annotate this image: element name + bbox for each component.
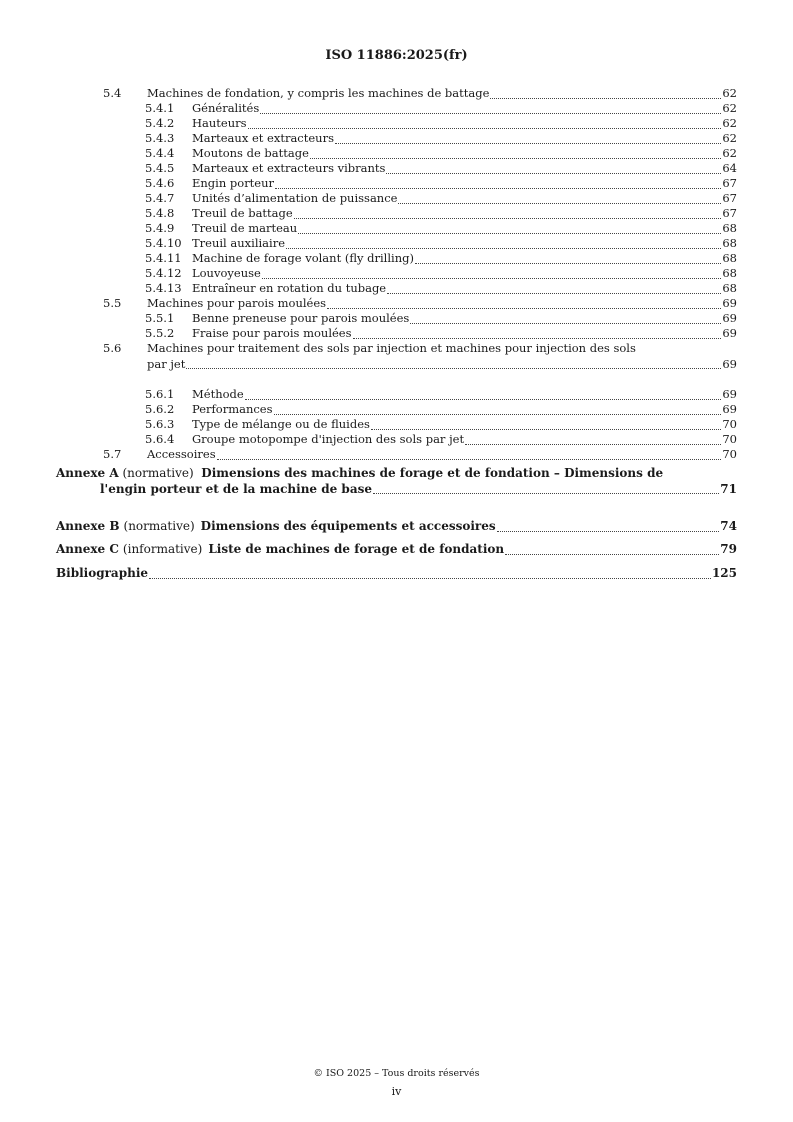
toc-title: Accessoires — [147, 447, 216, 461]
toc-leader — [371, 426, 721, 430]
toc-entry-5-4-9[interactable] — [145, 221, 737, 237]
annex-label: Annexe A — [56, 466, 119, 480]
toc-number: 5.4.11 — [145, 251, 182, 265]
toc-title: Engin porteur — [192, 176, 275, 190]
toc-entry-annex-c[interactable] — [56, 542, 737, 558]
toc-leader — [260, 110, 721, 114]
copyright-footer: © ISO 2025 – Tous droits réservés — [313, 1068, 480, 1079]
toc-entry-5-4-1[interactable] — [145, 101, 737, 117]
toc-title-line1: Machines pour traitement des sols par injection et machines pour injection des sols — [147, 341, 636, 355]
toc-number: 5.5 — [103, 296, 122, 310]
toc-title: Machines de fondation, y compris les machines de battage — [147, 86, 490, 100]
toc-leader — [410, 320, 721, 324]
toc-number: 5.4.1 — [145, 101, 175, 115]
toc-page: 70 — [722, 447, 737, 461]
toc-entry-5-4-3[interactable] — [145, 131, 737, 147]
toc-leader — [327, 305, 721, 309]
toc-entry-5-4-8[interactable] — [145, 206, 737, 222]
toc-title: Louvoyeuse — [192, 266, 261, 280]
toc-page: 62 — [722, 101, 737, 115]
toc-title: Treuil de marteau — [192, 221, 298, 235]
toc-number: 5.5.1 — [145, 311, 175, 325]
toc-page: 69 — [722, 402, 737, 416]
toc-number: 5.4.7 — [145, 191, 175, 205]
toc-title: Moutons de battage — [192, 146, 309, 160]
toc-page: 67 — [722, 191, 737, 205]
toc-leader — [387, 290, 721, 294]
toc-title: Benne preneuse pour parois moulées — [192, 311, 410, 325]
toc-number: 5.4.8 — [145, 206, 175, 220]
toc-entry-5-6-4[interactable] — [145, 432, 737, 448]
toc-entry-5-5[interactable] — [103, 296, 737, 312]
toc-leader — [286, 245, 721, 249]
toc-number: 5.4.3 — [145, 131, 175, 145]
toc-leader — [398, 200, 721, 204]
toc-entry-5-6-3[interactable] — [145, 417, 737, 433]
toc-number: 5.4 — [103, 86, 122, 100]
toc-leader — [149, 575, 711, 579]
toc-title: Type de mélange ou de fluides — [192, 417, 370, 431]
toc-page: 70 — [722, 432, 737, 446]
toc-number: 5.4.6 — [145, 176, 175, 190]
toc-entry-5-4-2[interactable] — [145, 116, 737, 132]
toc-page: 62 — [722, 131, 737, 145]
annex-kind: (normative) — [122, 466, 194, 480]
toc-number: 5.6.1 — [145, 387, 175, 401]
toc-entry-bibliographie[interactable] — [56, 566, 737, 582]
toc-page: 67 — [722, 176, 737, 190]
toc-page: 67 — [722, 206, 737, 220]
toc-entry-5-4-11[interactable] — [145, 251, 737, 267]
toc-number: 5.4.2 — [145, 116, 175, 130]
toc-title: Bibliographie — [56, 566, 149, 580]
toc-page: 69 — [722, 311, 737, 325]
toc-entry-5-4-7[interactable] — [145, 191, 737, 207]
toc-entry-5-4-12[interactable] — [145, 266, 737, 282]
toc-page: 68 — [722, 281, 737, 295]
toc-entry-5-6-1[interactable] — [145, 387, 737, 403]
toc-page: 70 — [722, 417, 737, 431]
toc-leader — [505, 551, 719, 555]
toc-number: 5.4.13 — [145, 281, 182, 295]
toc-title-line1 — [56, 466, 737, 482]
toc-title: Performances — [192, 402, 273, 416]
toc-title: Groupe motopompe d'injection des sols par jet — [192, 432, 465, 446]
toc-number: 5.4.4 — [145, 146, 175, 160]
toc-entry-annex-a[interactable] — [56, 466, 737, 497]
toc-page: 79 — [720, 542, 737, 556]
toc-page: 68 — [722, 266, 737, 280]
toc-leader — [386, 170, 721, 174]
toc-title: Marteaux et extracteurs — [192, 131, 334, 145]
toc-entry-5-4[interactable] — [103, 86, 737, 102]
toc-page: 74 — [720, 519, 737, 533]
toc-page: 64 — [722, 161, 737, 175]
toc-number: 5.7 — [103, 447, 122, 461]
toc-leader — [294, 215, 722, 219]
toc-title: Treuil de battage — [192, 206, 293, 220]
toc-leader — [186, 365, 721, 369]
toc-page: 69 — [722, 387, 737, 401]
toc-leader — [262, 275, 722, 279]
toc-leader — [353, 335, 722, 339]
annex-label: Annexe B — [56, 519, 120, 533]
toc-leader — [335, 140, 721, 144]
toc-number: 5.6 — [103, 341, 122, 355]
page-header: ISO 11886:2025(fr) — [325, 48, 468, 63]
toc-number: 5.6.4 — [145, 432, 175, 446]
toc-leader — [465, 441, 721, 445]
toc-title: Treuil auxiliaire — [192, 236, 286, 250]
toc-title: Marteaux et extracteurs vibrants — [192, 161, 386, 175]
annex-title-line1: Dimensions des machines de forage et de fondation – Dimensions de — [201, 466, 664, 480]
annex-label: Annexe C — [56, 542, 119, 556]
toc-title: Machines pour parois moulées — [147, 296, 327, 310]
toc-number: 5.4.10 — [145, 236, 182, 250]
toc-leader — [217, 456, 722, 460]
toc-title: Liste de machines de forage et de fondation — [208, 542, 505, 556]
toc-leader — [310, 155, 721, 159]
toc-entry-annex-b[interactable] — [56, 519, 737, 535]
toc-number: 5.4.5 — [145, 161, 175, 175]
toc-page: 69 — [722, 326, 737, 340]
toc-leader — [373, 490, 719, 494]
toc-entry-5-4-6[interactable] — [145, 176, 737, 192]
toc-page: 125 — [711, 566, 737, 580]
toc-entry-5-5-1[interactable] — [145, 311, 737, 327]
page-number: iv — [391, 1085, 402, 1098]
toc-entry-5-4-4[interactable] — [145, 146, 737, 162]
toc-leader — [275, 185, 721, 189]
toc-page: 68 — [722, 221, 737, 235]
annex-title-line2: l'engin porteur et de la machine de base — [100, 481, 372, 496]
toc-page: 62 — [722, 116, 737, 130]
toc-entry-5-7[interactable] — [103, 447, 737, 463]
toc-number: 5.6.2 — [145, 402, 175, 416]
toc-number: 5.4.12 — [145, 266, 182, 280]
toc-leader — [274, 411, 722, 415]
toc-number: 5.6.3 — [145, 417, 175, 431]
toc-page: 71 — [720, 481, 737, 496]
toc-title: Méthode — [192, 387, 244, 401]
toc-title: Généralités — [192, 101, 260, 115]
toc-entry-5-4-13[interactable] — [145, 281, 737, 297]
toc-title: Dimensions des équipements et accessoires — [200, 519, 496, 533]
toc-entry-5-5-2[interactable] — [145, 326, 737, 342]
toc-entry-5-6[interactable] — [103, 341, 737, 372]
toc-leader — [497, 528, 720, 532]
toc-leader — [298, 230, 721, 234]
toc-page: 62 — [722, 86, 737, 100]
toc-leader — [248, 125, 722, 129]
annex-kind: (normative) — [123, 519, 195, 533]
toc-page: 69 — [722, 356, 737, 371]
toc-title: Entraîneur en rotation du tubage — [192, 281, 387, 295]
toc-number: 5.4.9 — [145, 221, 175, 235]
toc-entry-5-6-2[interactable] — [145, 402, 737, 418]
toc-leader — [415, 260, 721, 264]
toc-title: Hauteurs — [192, 116, 247, 130]
toc-leader — [245, 396, 722, 400]
toc-page: 68 — [722, 251, 737, 265]
toc-leader — [490, 95, 721, 99]
toc-title: Unités d’alimentation de puissance — [192, 191, 398, 205]
toc-title-line2: par jet — [147, 356, 186, 371]
toc-page: 69 — [722, 296, 737, 310]
toc-page: 62 — [722, 146, 737, 160]
toc-title: Fraise pour parois moulées — [192, 326, 352, 340]
annex-kind: (informative) — [122, 542, 203, 556]
toc-entry-5-4-5[interactable] — [145, 161, 737, 177]
toc-title: Machine de forage volant (fly drilling) — [192, 251, 414, 265]
toc-entry-5-4-10[interactable] — [145, 236, 737, 252]
toc-number: 5.5.2 — [145, 326, 175, 340]
toc-page: 68 — [722, 236, 737, 250]
